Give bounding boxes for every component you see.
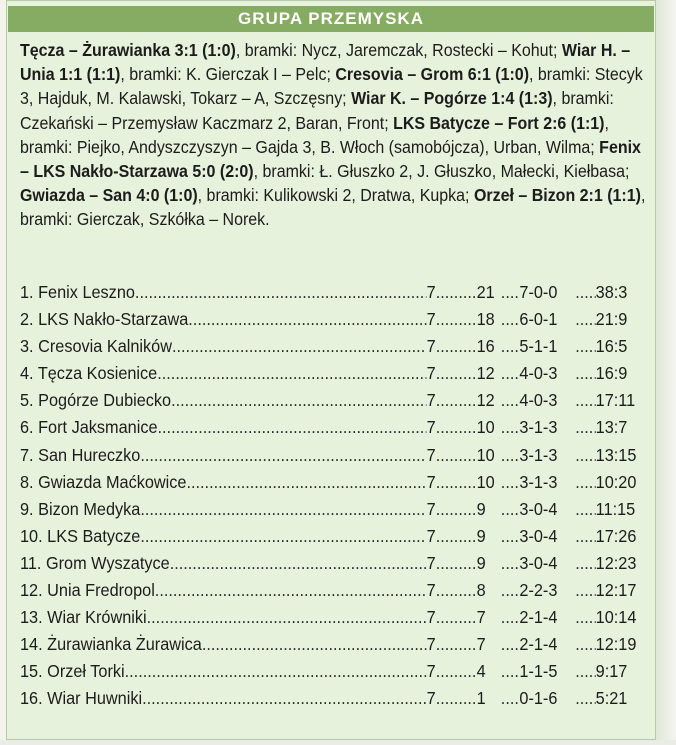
leader-dots (575, 336, 595, 357)
table-row (20, 445, 650, 472)
leader-dots (140, 499, 426, 520)
match-scorers: , bramki: K. Gierczak I – Pelc; (120, 64, 336, 85)
leader-dots (501, 526, 520, 547)
page-edge-bottom (0, 740, 676, 745)
leader-dots (125, 661, 427, 682)
leader-dots (575, 526, 595, 547)
win-draw-loss: 3-1-3 (519, 471, 558, 492)
standings-table (20, 282, 637, 716)
match-score: Wiar K. – Pogórze 1:4 (1:3) (351, 88, 553, 109)
goal-ratio: 17:11 (595, 390, 636, 411)
win-draw-loss: 3-0-4 (519, 552, 558, 573)
leader-dots (135, 282, 427, 303)
match-scorers: , bramki: Nycz, Jaremczak, Rostecki – Kohut; (235, 40, 562, 60)
team-position: 15. (20, 661, 43, 682)
leader-dots (575, 363, 595, 384)
leader-dots (147, 607, 427, 628)
leader-dots (436, 282, 477, 303)
leader-dots (436, 417, 477, 438)
match-scorers: , bramki: Kulikowski 2, Dratwa, Kupka; (197, 185, 474, 206)
win-draw-loss: 0-1-6 (519, 688, 558, 709)
team-position: 5. (20, 390, 34, 411)
goal-ratio: 12:23 (595, 552, 637, 573)
leader-dots (436, 472, 477, 493)
win-draw-loss: 3-0-4 (519, 525, 558, 546)
team-name: Unia Fredropol (47, 580, 155, 601)
team-cell (20, 526, 140, 547)
leader-dots (186, 472, 426, 493)
matches-played: 7 (426, 525, 436, 546)
leader-dots (501, 607, 520, 628)
leader-dots (501, 309, 520, 330)
goal-ratio: 10:14 (595, 607, 637, 628)
table-row (20, 499, 650, 526)
leader-dots (501, 282, 520, 303)
leader-dots (501, 499, 520, 520)
team-name: Fenix Leszno (38, 282, 135, 302)
leader-dots (171, 390, 427, 411)
points: 12 (476, 390, 495, 411)
team-name: Grom Wyszatyce (45, 552, 170, 573)
table-row (20, 363, 650, 390)
win-draw-loss: 3-1-3 (519, 444, 558, 465)
leader-dots (142, 688, 427, 709)
matches-played: 7 (426, 661, 436, 682)
team-cell (20, 580, 155, 601)
leader-dots (157, 363, 426, 384)
leader-dots (436, 607, 477, 628)
match-scorers: , bramki: Piejko, Andyszczyszyn – Gajda 3, B. Włoch (samobójcza), Urban, Wilma; (20, 112, 609, 157)
matches-played: 7 (426, 552, 436, 573)
goal-ratio: 10:20 (595, 471, 637, 492)
team-name: Fort Jaksmanice (38, 417, 158, 438)
team-position: 14. (20, 634, 43, 655)
win-draw-loss: 3-1-3 (519, 417, 558, 438)
team-name: Bizon Medyka (38, 498, 141, 519)
section-header (8, 6, 654, 32)
leader-dots (575, 472, 595, 493)
matches-played: 7 (426, 498, 436, 519)
points: 9 (476, 525, 486, 546)
win-draw-loss: 3-0-4 (519, 498, 558, 519)
leader-dots (155, 580, 427, 601)
leader-dots (436, 363, 477, 384)
leader-dots (575, 580, 595, 601)
points: 10 (476, 417, 495, 438)
leader-dots (436, 390, 477, 411)
points: 18 (476, 309, 495, 330)
team-name: Gwiazda Maćkowice (38, 471, 187, 492)
leader-dots (501, 553, 520, 574)
table-row (20, 661, 650, 688)
points: 9 (476, 552, 486, 573)
team-name: Wiar Krówniki (47, 607, 147, 628)
team-position: 8. (20, 471, 34, 492)
leader-dots (501, 661, 520, 682)
win-draw-loss: 6-0-1 (519, 309, 558, 330)
team-cell (20, 309, 188, 330)
team-position: 3. (20, 336, 34, 357)
leader-dots (188, 309, 426, 330)
matches-played: 7 (426, 688, 436, 709)
table-row (20, 417, 650, 444)
team-name: LKS Nakło-Starzawa (38, 309, 189, 330)
team-name: LKS Batycze (47, 525, 141, 546)
team-cell (20, 661, 125, 682)
points: 7 (476, 607, 486, 628)
win-draw-loss: 7-0-0 (519, 282, 558, 302)
points: 8 (476, 580, 486, 601)
team-cell (20, 390, 171, 411)
points: 1 (476, 688, 486, 709)
team-name: Pogórze Dubiecko (38, 390, 172, 411)
team-position: 6. (20, 417, 34, 438)
match-score: Fenix – LKS Nakło-Starzawa 5:0 (2:0) (20, 136, 641, 182)
team-cell (20, 553, 170, 574)
team-position: 11. (20, 552, 42, 573)
matches-played: 7 (426, 471, 436, 492)
team-cell (20, 688, 142, 709)
points: 10 (476, 471, 495, 492)
points: 7 (476, 634, 486, 655)
table-row (20, 282, 650, 309)
table-row (20, 309, 650, 336)
leader-dots (575, 553, 595, 574)
team-name: Żurawianka Żurawica (47, 634, 202, 655)
goal-ratio: 21:9 (595, 309, 628, 330)
match-scorers: , bramki: Czekański – Przemysław Kaczmarz 2, Baran, Front; (20, 88, 614, 133)
goal-ratio: 12:19 (595, 634, 637, 655)
match-score: LKS Batycze – Fort 2:6 (1:1) (393, 112, 605, 133)
points: 4 (476, 661, 486, 682)
leader-dots (501, 417, 520, 438)
goal-ratio: 11:15 (595, 498, 636, 519)
match-score: Orzeł – Bizon 2:1 (1:1) (473, 185, 641, 206)
leader-dots (575, 417, 595, 438)
leader-dots (575, 661, 595, 682)
leader-dots (575, 688, 595, 709)
leader-dots (436, 553, 477, 574)
points: 16 (476, 336, 495, 357)
match-scorers: , bramki: Ł. Głuszko 2, J. Głuszko, Małecki, Kiełbasa; (253, 161, 630, 182)
matches-played: 7 (426, 282, 436, 302)
leader-dots (575, 445, 595, 466)
matches-played: 7 (426, 417, 436, 438)
team-cell (20, 417, 158, 438)
table-row (20, 607, 650, 634)
goal-ratio: 17:26 (595, 525, 637, 546)
matches-played: 7 (426, 444, 436, 465)
team-position: 12. (20, 580, 43, 601)
leader-dots (575, 390, 595, 411)
leader-dots (436, 688, 477, 709)
leader-dots (575, 309, 595, 330)
leader-dots (436, 336, 477, 357)
match-score: Tęcza – Żurawianka 3:1 (1:0) (20, 40, 236, 60)
goal-ratio: 12:17 (595, 580, 637, 601)
section-title: GRUPA PRZEMYSKA (238, 9, 424, 28)
leader-dots (170, 553, 427, 574)
team-cell (20, 445, 140, 466)
leader-dots (501, 472, 520, 493)
goal-ratio: 5:21 (595, 688, 628, 709)
goal-ratio: 38:3 (595, 282, 628, 302)
table-row (20, 336, 650, 363)
team-name: Tęcza Kosienice (37, 363, 158, 384)
points: 12 (476, 363, 495, 384)
team-position: 10. (20, 525, 43, 546)
leader-dots (436, 309, 477, 330)
team-cell (20, 336, 172, 357)
table-row (20, 634, 650, 661)
goal-ratio: 16:5 (595, 336, 628, 357)
team-position: 1. (20, 282, 34, 302)
leader-dots (501, 363, 520, 384)
matches-played: 7 (426, 309, 436, 330)
points: 10 (476, 444, 495, 465)
matches-played: 7 (426, 634, 436, 655)
team-position: 16. (20, 688, 43, 709)
page-edge (656, 0, 676, 745)
leader-dots (172, 336, 427, 357)
goal-ratio: 13:15 (595, 444, 637, 465)
win-draw-loss: 5-1-1 (519, 336, 558, 357)
team-position: 13. (20, 607, 43, 628)
team-cell (20, 472, 186, 493)
team-cell (20, 607, 147, 628)
match-score: Cresovia – Grom 6:1 (1:0) (335, 64, 530, 85)
team-cell (20, 634, 202, 655)
table-row (20, 526, 650, 553)
match-score: Gwiazda – San 4:0 (1:0) (20, 185, 198, 206)
match-score: Wiar H. – Unia 1:1 (1:1) (20, 40, 631, 85)
leader-dots (501, 688, 520, 709)
match-scorers: , bramki: Stecyk 3, Hajduk, M. Kalawski, Tokarz – A, Szczęsny; (20, 64, 643, 109)
win-draw-loss: 4-0-3 (519, 363, 558, 384)
team-name: Wiar Huwniki (47, 688, 143, 709)
matches-played: 7 (426, 363, 436, 384)
team-cell (20, 282, 135, 303)
table-row (20, 472, 650, 499)
leader-dots (202, 634, 427, 655)
team-cell (20, 499, 140, 520)
table-row (20, 553, 650, 580)
team-position: 7. (20, 444, 34, 465)
points: 9 (476, 498, 486, 519)
leader-dots (436, 634, 477, 655)
leader-dots (436, 445, 477, 466)
leader-dots (501, 580, 520, 601)
table-row (20, 688, 650, 715)
leader-dots (501, 390, 520, 411)
leader-dots (140, 445, 426, 466)
goal-ratio: 9:17 (595, 661, 628, 682)
matches-played: 7 (426, 390, 436, 411)
win-draw-loss: 2-1-4 (519, 607, 558, 628)
team-name: Cresovia Kalników (38, 336, 172, 357)
leader-dots (501, 634, 520, 655)
table-row (20, 580, 650, 607)
leader-dots (575, 499, 595, 520)
table-row (20, 390, 650, 417)
win-draw-loss: 1-1-5 (519, 661, 558, 682)
win-draw-loss: 2-2-3 (519, 580, 558, 601)
leader-dots (158, 417, 427, 438)
match-results (20, 38, 650, 232)
team-name: San Hureczko (38, 444, 141, 465)
team-position: 4. (20, 363, 34, 384)
leader-dots (575, 634, 595, 655)
leader-dots (436, 661, 477, 682)
goal-ratio: 13:7 (595, 417, 628, 438)
goal-ratio: 16:9 (595, 363, 628, 384)
leader-dots (436, 580, 477, 601)
points: 21 (476, 282, 495, 302)
matches-played: 7 (426, 580, 436, 601)
matches-played: 7 (426, 336, 436, 357)
leader-dots (140, 526, 426, 547)
leader-dots (575, 607, 595, 628)
team-position: 2. (20, 309, 34, 330)
team-name: Orzeł Torki (47, 661, 125, 682)
leader-dots (436, 499, 477, 520)
match-scorers: , bramki: Gierczak, Szkółka – Norek. (20, 185, 646, 230)
leader-dots (436, 526, 477, 547)
matches-played: 7 (426, 607, 436, 628)
leader-dots (501, 336, 520, 357)
team-cell (20, 363, 157, 384)
leader-dots (501, 445, 520, 466)
win-draw-loss: 4-0-3 (519, 390, 558, 411)
team-position: 9. (20, 498, 34, 519)
win-draw-loss: 2-1-4 (519, 634, 558, 655)
leader-dots (575, 282, 595, 303)
